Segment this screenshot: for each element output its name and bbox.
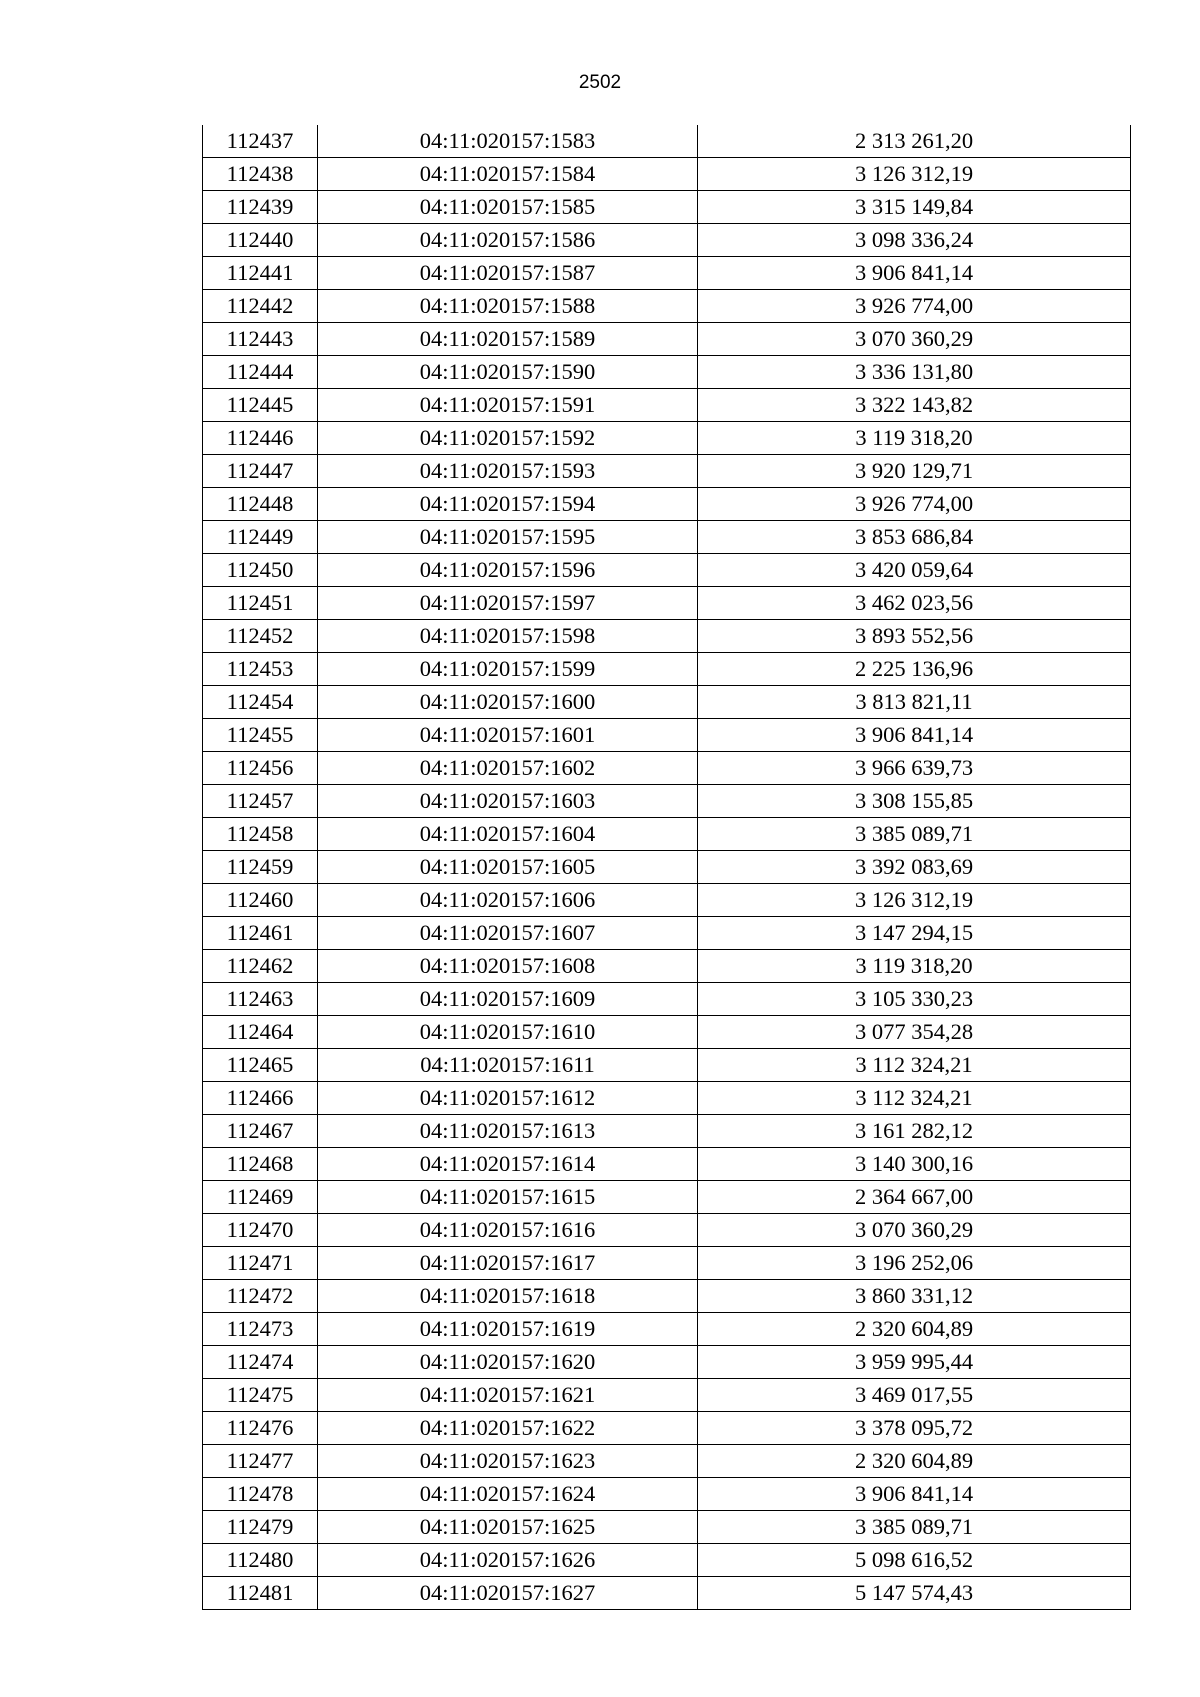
row-number-cell: 112443	[203, 323, 318, 356]
table-row	[203, 158, 1131, 191]
row-number-cell: 112466	[203, 1082, 318, 1115]
table-row	[203, 1313, 1131, 1346]
row-number-cell: 112455	[203, 719, 318, 752]
table-row	[203, 620, 1131, 653]
table-row	[203, 1346, 1131, 1379]
row-number-cell: 112469	[203, 1181, 318, 1214]
table-row	[203, 290, 1131, 323]
value-cell: 3 966 639,73	[698, 752, 1131, 785]
table-row	[203, 554, 1131, 587]
table-row	[203, 224, 1131, 257]
table-row	[203, 1478, 1131, 1511]
row-number-cell: 112437	[203, 125, 318, 158]
cadastral-number-cell: 04:11:020157:1612	[318, 1082, 698, 1115]
row-number-cell: 112458	[203, 818, 318, 851]
value-cell: 3 920 129,71	[698, 455, 1131, 488]
cadastral-number-cell: 04:11:020157:1592	[318, 422, 698, 455]
row-number-cell: 112471	[203, 1247, 318, 1280]
table-row	[203, 356, 1131, 389]
value-cell: 2 225 136,96	[698, 653, 1131, 686]
cadastral-number-cell: 04:11:020157:1621	[318, 1379, 698, 1412]
value-cell: 2 313 261,20	[698, 125, 1131, 158]
row-number-cell: 112446	[203, 422, 318, 455]
cadastral-number-cell: 04:11:020157:1597	[318, 587, 698, 620]
value-cell: 3 926 774,00	[698, 290, 1131, 323]
value-cell: 3 196 252,06	[698, 1247, 1131, 1280]
table-row	[203, 1280, 1131, 1313]
table-row	[203, 1544, 1131, 1577]
value-cell: 3 853 686,84	[698, 521, 1131, 554]
cadastral-number-cell: 04:11:020157:1595	[318, 521, 698, 554]
value-cell: 3 906 841,14	[698, 1478, 1131, 1511]
cadastral-number-cell: 04:11:020157:1623	[318, 1445, 698, 1478]
table-row	[203, 125, 1131, 158]
value-cell: 3 140 300,16	[698, 1148, 1131, 1181]
table-row	[203, 587, 1131, 620]
value-cell: 3 119 318,20	[698, 422, 1131, 455]
value-cell: 3 105 330,23	[698, 983, 1131, 1016]
cadastral-number-cell: 04:11:020157:1588	[318, 290, 698, 323]
table-row	[203, 785, 1131, 818]
value-cell: 3 420 059,64	[698, 554, 1131, 587]
row-number-cell: 112461	[203, 917, 318, 950]
table-row	[203, 1049, 1131, 1082]
row-number-cell: 112453	[203, 653, 318, 686]
cadastral-number-cell: 04:11:020157:1609	[318, 983, 698, 1016]
table-row	[203, 488, 1131, 521]
value-cell: 2 320 604,89	[698, 1445, 1131, 1478]
row-number-cell: 112452	[203, 620, 318, 653]
row-number-cell: 112444	[203, 356, 318, 389]
row-number-cell: 112451	[203, 587, 318, 620]
cadastral-number-cell: 04:11:020157:1620	[318, 1346, 698, 1379]
row-number-cell: 112442	[203, 290, 318, 323]
cadastral-number-cell: 04:11:020157:1590	[318, 356, 698, 389]
value-cell: 3 315 149,84	[698, 191, 1131, 224]
value-cell: 3 860 331,12	[698, 1280, 1131, 1313]
table-row	[203, 455, 1131, 488]
row-number-cell: 112475	[203, 1379, 318, 1412]
value-cell: 3 070 360,29	[698, 1214, 1131, 1247]
cadastral-number-cell: 04:11:020157:1594	[318, 488, 698, 521]
cadastral-number-cell: 04:11:020157:1604	[318, 818, 698, 851]
table-row	[203, 653, 1131, 686]
row-number-cell: 112479	[203, 1511, 318, 1544]
row-number-cell: 112464	[203, 1016, 318, 1049]
row-number-cell: 112449	[203, 521, 318, 554]
value-cell: 3 336 131,80	[698, 356, 1131, 389]
row-number-cell: 112457	[203, 785, 318, 818]
value-cell: 3 161 282,12	[698, 1115, 1131, 1148]
row-number-cell: 112440	[203, 224, 318, 257]
cadastral-number-cell: 04:11:020157:1602	[318, 752, 698, 785]
row-number-cell: 112450	[203, 554, 318, 587]
cadastral-number-cell: 04:11:020157:1598	[318, 620, 698, 653]
table-row	[203, 1379, 1131, 1412]
table-row	[203, 1577, 1131, 1610]
cadastral-number-cell: 04:11:020157:1625	[318, 1511, 698, 1544]
table-body	[203, 125, 1131, 1610]
row-number-cell: 112454	[203, 686, 318, 719]
value-cell: 3 098 336,24	[698, 224, 1131, 257]
value-cell: 2 364 667,00	[698, 1181, 1131, 1214]
table-row	[203, 818, 1131, 851]
cadastral-number-cell: 04:11:020157:1607	[318, 917, 698, 950]
table-row	[203, 950, 1131, 983]
row-number-cell: 112465	[203, 1049, 318, 1082]
table-row	[203, 917, 1131, 950]
value-cell: 3 926 774,00	[698, 488, 1131, 521]
value-cell: 3 385 089,71	[698, 1511, 1131, 1544]
cadastral-number-cell: 04:11:020157:1591	[318, 389, 698, 422]
row-number-cell: 112459	[203, 851, 318, 884]
value-cell: 3 077 354,28	[698, 1016, 1131, 1049]
value-cell: 3 322 143,82	[698, 389, 1131, 422]
row-number-cell: 112481	[203, 1577, 318, 1610]
cadastral-number-cell: 04:11:020157:1586	[318, 224, 698, 257]
table-row	[203, 1511, 1131, 1544]
table-row	[203, 752, 1131, 785]
table-row	[203, 884, 1131, 917]
row-number-cell: 112474	[203, 1346, 318, 1379]
cadastral-number-cell: 04:11:020157:1617	[318, 1247, 698, 1280]
table-row	[203, 686, 1131, 719]
cadastral-number-cell: 04:11:020157:1596	[318, 554, 698, 587]
table-row	[203, 521, 1131, 554]
cadastral-number-cell: 04:11:020157:1622	[318, 1412, 698, 1445]
table-row	[203, 1445, 1131, 1478]
cadastral-number-cell: 04:11:020157:1608	[318, 950, 698, 983]
value-cell: 5 147 574,43	[698, 1577, 1131, 1610]
value-cell: 3 126 312,19	[698, 884, 1131, 917]
row-number-cell: 112460	[203, 884, 318, 917]
cadastral-number-cell: 04:11:020157:1587	[318, 257, 698, 290]
cadastral-number-cell: 04:11:020157:1627	[318, 1577, 698, 1610]
cadastral-number-cell: 04:11:020157:1589	[318, 323, 698, 356]
value-cell: 3 893 552,56	[698, 620, 1131, 653]
row-number-cell: 112478	[203, 1478, 318, 1511]
cadastral-number-cell: 04:11:020157:1583	[318, 125, 698, 158]
row-number-cell: 112470	[203, 1214, 318, 1247]
row-number-cell: 112438	[203, 158, 318, 191]
cadastral-number-cell: 04:11:020157:1619	[318, 1313, 698, 1346]
cadastral-number-cell: 04:11:020157:1614	[318, 1148, 698, 1181]
row-number-cell: 112477	[203, 1445, 318, 1478]
table-row	[203, 1181, 1131, 1214]
value-cell: 3 119 318,20	[698, 950, 1131, 983]
row-number-cell: 112456	[203, 752, 318, 785]
value-cell: 3 813 821,11	[698, 686, 1131, 719]
table-row	[203, 983, 1131, 1016]
value-cell: 3 959 995,44	[698, 1346, 1131, 1379]
value-cell: 3 308 155,85	[698, 785, 1131, 818]
cadastral-number-cell: 04:11:020157:1624	[318, 1478, 698, 1511]
row-number-cell: 112445	[203, 389, 318, 422]
row-number-cell: 112473	[203, 1313, 318, 1346]
cadastral-number-cell: 04:11:020157:1605	[318, 851, 698, 884]
cadastral-number-cell: 04:11:020157:1610	[318, 1016, 698, 1049]
cadastral-number-cell: 04:11:020157:1613	[318, 1115, 698, 1148]
table-row	[203, 1016, 1131, 1049]
table-row	[203, 1115, 1131, 1148]
value-cell: 3 126 312,19	[698, 158, 1131, 191]
value-cell: 3 462 023,56	[698, 587, 1131, 620]
page-number: 2502	[578, 72, 622, 93]
row-number-cell: 112480	[203, 1544, 318, 1577]
table-row	[203, 851, 1131, 884]
cadastral-number-cell: 04:11:020157:1584	[318, 158, 698, 191]
table-row	[203, 422, 1131, 455]
row-number-cell: 112476	[203, 1412, 318, 1445]
row-number-cell: 112462	[203, 950, 318, 983]
table-row	[203, 719, 1131, 752]
value-cell: 5 098 616,52	[698, 1544, 1131, 1577]
cadastral-number-cell: 04:11:020157:1616	[318, 1214, 698, 1247]
value-cell: 3 385 089,71	[698, 818, 1131, 851]
cadastral-number-cell: 04:11:020157:1593	[318, 455, 698, 488]
value-cell: 3 070 360,29	[698, 323, 1131, 356]
table-row	[203, 191, 1131, 224]
cadastral-number-cell: 04:11:020157:1600	[318, 686, 698, 719]
table-row	[203, 323, 1131, 356]
value-cell: 3 906 841,14	[698, 719, 1131, 752]
cadastral-number-cell: 04:11:020157:1611	[318, 1049, 698, 1082]
value-cell: 3 392 083,69	[698, 851, 1131, 884]
cadastral-number-cell: 04:11:020157:1626	[318, 1544, 698, 1577]
cadastral-number-cell: 04:11:020157:1599	[318, 653, 698, 686]
row-number-cell: 112463	[203, 983, 318, 1016]
table-row	[203, 1412, 1131, 1445]
row-number-cell: 112439	[203, 191, 318, 224]
cadastral-number-cell: 04:11:020157:1606	[318, 884, 698, 917]
row-number-cell: 112441	[203, 257, 318, 290]
row-number-cell: 112448	[203, 488, 318, 521]
value-cell: 3 378 095,72	[698, 1412, 1131, 1445]
value-cell: 3 112 324,21	[698, 1082, 1131, 1115]
cadastral-number-cell: 04:11:020157:1618	[318, 1280, 698, 1313]
row-number-cell: 112467	[203, 1115, 318, 1148]
row-number-cell: 112468	[203, 1148, 318, 1181]
table-row	[203, 1148, 1131, 1181]
value-cell: 2 320 604,89	[698, 1313, 1131, 1346]
table-row	[203, 257, 1131, 290]
table-row	[203, 389, 1131, 422]
value-cell: 3 906 841,14	[698, 257, 1131, 290]
value-cell: 3 469 017,55	[698, 1379, 1131, 1412]
table-row	[203, 1214, 1131, 1247]
cadastral-number-cell: 04:11:020157:1601	[318, 719, 698, 752]
table-row	[203, 1082, 1131, 1115]
cadastral-number-cell: 04:11:020157:1615	[318, 1181, 698, 1214]
row-number-cell: 112472	[203, 1280, 318, 1313]
value-cell: 3 147 294,15	[698, 917, 1131, 950]
row-number-cell: 112447	[203, 455, 318, 488]
value-cell: 3 112 324,21	[698, 1049, 1131, 1082]
cadastral-table	[202, 125, 1131, 1610]
table-row	[203, 1247, 1131, 1280]
cadastral-number-cell: 04:11:020157:1585	[318, 191, 698, 224]
cadastral-number-cell: 04:11:020157:1603	[318, 785, 698, 818]
